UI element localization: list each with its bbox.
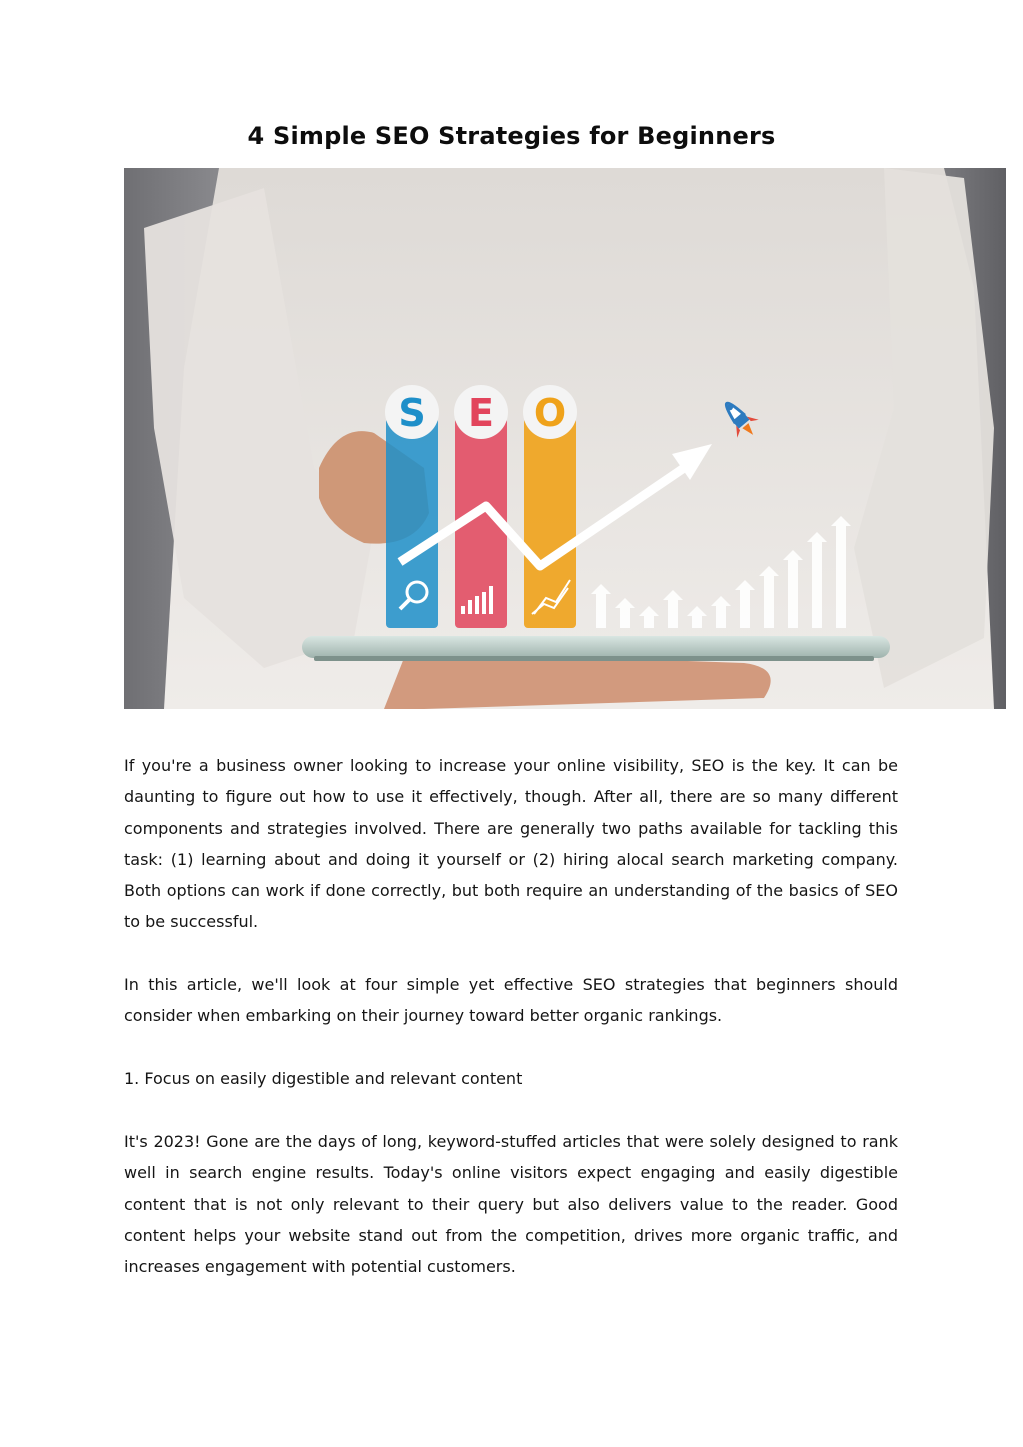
hero-image	[124, 168, 1006, 709]
section-1-paragraph: It's 2023! Gone are the days of long, keyword-stuffed articles that were solely designed to rank well in search engine results. Today's online visitors expect engaging and easily digestible content that is not only relevant to their query but also delivers value to the reader. Good content helps your website stand out from the competition, drives more organic traffic, and increases engagement with potential customers.	[124, 1132, 898, 1277]
article-overview-paragraph: In this article, we'll look at four simple yet effective SEO strategies that beginners should consider when embarking on their journey toward better organic rankings.	[124, 975, 898, 1026]
article-title: 4 Simple SEO Strategies for Beginners	[247, 122, 776, 150]
tablet-shape	[302, 636, 890, 658]
letter-s: S	[398, 391, 426, 435]
letter-o: O	[533, 391, 567, 435]
letter-e: E	[468, 391, 494, 435]
intro-paragraph: If you're a business owner looking to increase your online visibility, SEO is the key. It can be daunting to figure out how to use it effectively, though. After all, there are so many different components and strategies involved. There are generally two paths available for tackling this task: (1) learning about and doing it yourself or (2) hiring alocal search marketing company. Both options can work if done correctly, but both require an understanding of the basics of SEO to be successful.	[124, 756, 898, 932]
section-heading-1: 1. Focus on easily digestible and relevant content	[124, 1069, 523, 1088]
